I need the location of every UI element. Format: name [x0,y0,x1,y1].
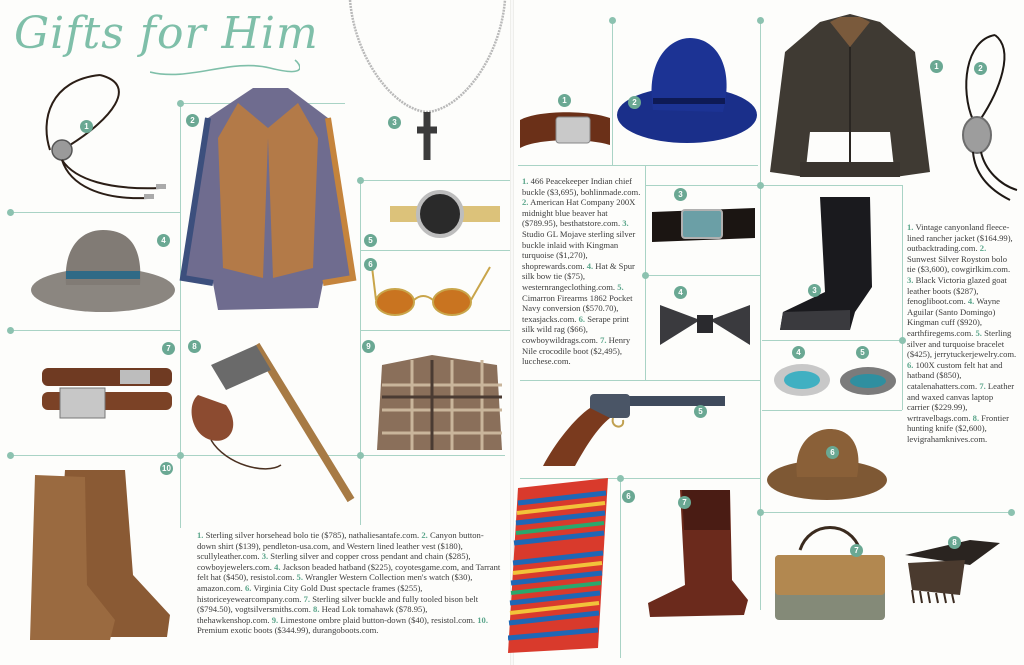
item-badge-m1: 1 [558,94,571,107]
chief-buckle-belt-image [518,100,613,160]
crocodile-boot-image [640,485,750,625]
grid-line [360,250,510,251]
grid-dot [357,177,364,184]
item-badge-r3: 3 [808,284,821,297]
silk-bow-tie-image [655,295,755,355]
cross-pendant-image [345,0,515,170]
page-title: Gifts for Him [14,8,319,59]
black-goat-boots-image [775,192,880,334]
caption-entry: 7. Henry Nile crocodile boot ($2,495), lucchese.com. [522,334,631,367]
midnight-blue-hat-image [615,30,760,150]
mojave-buckle-belt-image [650,200,758,250]
caption-entry: 6. Virginia City Gold Dust spectacle frames ($255), historiceyewearcompany.com. [197,582,423,604]
wrist-watch-image [390,188,505,243]
grid-dot [1008,509,1015,516]
item-badge-m2: 2 [628,96,641,109]
caption-entry: 2. Canyon button-down shirt ($139), pendleton-usa.com, and Western lined leather vest ($180), scullyleather.com. [197,530,484,562]
item-badge-5: 5 [364,234,377,247]
item-badge-m7: 7 [678,496,691,509]
grid-dot [757,509,764,516]
caption-entry: 8. Head Lok tomahawk ($78.95), thehawkenshop.com. [197,604,428,625]
grid-line [518,165,758,166]
grid-dot [757,17,764,24]
plaid-shirt-image [372,355,507,455]
grid-dot [177,452,184,459]
item-badge-m6: 6 [622,490,635,503]
grid-line [762,185,902,186]
grid-line [645,185,760,186]
item-badge-2: 2 [186,114,199,127]
grid-line [762,340,902,341]
grid-line [520,380,760,381]
caption-entry: 5. Wrangler Western Collection men's watch ($30), amazon.com. [197,572,473,593]
caption-entry: 2. Sunwest Silver Royston bolo tie ($3,600), cowgirlkim.com. [907,243,1011,275]
grid-dot [642,272,649,279]
item-badge-r5: 5 [856,346,869,359]
caption-entry: 1. Vintage canyonland fleece-lined rancher jacket ($164.99), outbacktrading.com. [907,222,1013,254]
felt-hat-image [28,225,178,325]
caption-entry: 9. Limestone ombre plaid button-down ($40), resistol.com. [271,614,476,625]
grid-line [762,410,902,411]
royston-bolo-tie-image [955,30,1020,210]
caption-entry: 4. Jackson beaded hatband ($225), coyotesgame.com, and Tarrant felt hat ($450), resistol.com. [197,561,501,583]
laptop-carrier-image [770,520,890,625]
grid-dot [7,209,14,216]
item-badge-8: 8 [188,340,201,353]
item-badge-r8: 8 [948,536,961,549]
item-badge-r2: 2 [974,62,987,75]
grid-dot [899,337,906,344]
item-badge-7: 7 [162,342,175,355]
item-badge-m3: 3 [674,188,687,201]
item-badge-r1: 1 [930,60,943,73]
grid-line [762,512,1012,513]
pocket-navy-revolver-image [535,388,730,470]
turquoise-bracelet-image [838,362,898,400]
item-badge-9: 9 [362,340,375,353]
item-badge-1: 1 [80,120,93,133]
grid-line [360,330,510,331]
grid-dot [7,452,14,459]
serape-wild-rag-image [508,478,618,658]
caption-entry: 2. American Hat Company 200X midnight blue beaver hat ($789.95), besthatstore.com. [522,197,636,229]
tomahawk-image [186,335,361,505]
bolo-tie-image [30,70,170,205]
grid-dot [7,327,14,334]
item-badge-10: 10 [160,462,173,475]
grid-dot [609,17,616,24]
grid-line [10,330,180,331]
caption-entry: 1. 466 Peacekeeper Indian chief buckle ($3,695), bohlinmade.com. [522,176,641,197]
caption-entry: 8. Frontier hunting knife ($2,600), levigrahamknives.com. [907,412,1009,444]
tooled-belt-image [40,360,180,430]
middle-caption [522,176,642,367]
caption-entry: 7. Leather and waxed canvas laptop carrier ($229.99), wrtravelbags.com. [907,380,1015,423]
grid-line [620,478,621,658]
item-badge-r4: 4 [792,346,805,359]
item-badge-4: 4 [157,234,170,247]
item-badge-m5: 5 [694,405,707,418]
caption-entry: 6. Serape print silk wild rag ($66), cowboywildrags.com. [522,313,629,345]
shirt-and-vest-image [178,78,358,318]
grid-line [10,212,180,213]
caption-entry: 4. Wayne Aguilar (Santo Domingo) Kingman cuff ($920), earthfiregems.com. [907,296,1000,338]
caption-entry: 3. Studio GL Mojave sterling silver buckle inlaid with Kingman turquoise ($1,270), shoprewards.com. [522,218,636,271]
grid-dot [617,475,624,482]
grid-line [645,275,760,276]
item-badge-r6: 6 [826,446,839,459]
caption-entry: 5. Cimarron Firearms 1862 Pocket Navy conversion ($570.70), texasjacks.com. [522,281,633,324]
right-caption [907,222,1017,444]
caption-entry: 3. Black Victoria glazed goat leather boots ($287), fenogliboot.com. [907,274,1007,307]
grid-line [902,185,903,410]
caption-entry: 1. Sterling silver horsehead bolo tie ($785), nathaliesantafe.com. [197,530,420,540]
grid-line [760,20,761,610]
item-badge-6: 6 [364,258,377,271]
caption-entry: 6. 100X custom felt hat and hatband ($850), catalenahatters.com. [907,359,1003,391]
caption-entry: 3. Sterling silver and copper cross pendant and chain ($285), cowboyjewelers.com. [197,551,471,572]
grid-line [360,180,510,181]
grid-dot [757,182,764,189]
rancher-jacket-image [765,12,935,182]
item-badge-3: 3 [388,116,401,129]
caption-entry: 7. Sterling silver buckle and fully tooled bison belt ($794.50), vogtsilversmiths.com. [197,593,479,615]
caption-entry: 10. Premium exotic boots ($344.99), durangoboots.com. [197,614,488,636]
exotic-boots-image [15,465,175,645]
item-badge-r7: 7 [850,544,863,557]
kingman-cuff-image [772,360,832,400]
left-caption [197,530,502,636]
caption-entry: 5. Sterling silver and turquoise bracelet ($425), jerrytuckerjewelry.com. [907,327,1017,360]
caption-entry: 4. Hat & Spur silk bow tie ($75), westernrangeclothing.com. [522,260,635,292]
custom-felt-hat-image [765,425,895,505]
item-badge-m4: 4 [674,286,687,299]
spectacles-image [370,262,495,322]
